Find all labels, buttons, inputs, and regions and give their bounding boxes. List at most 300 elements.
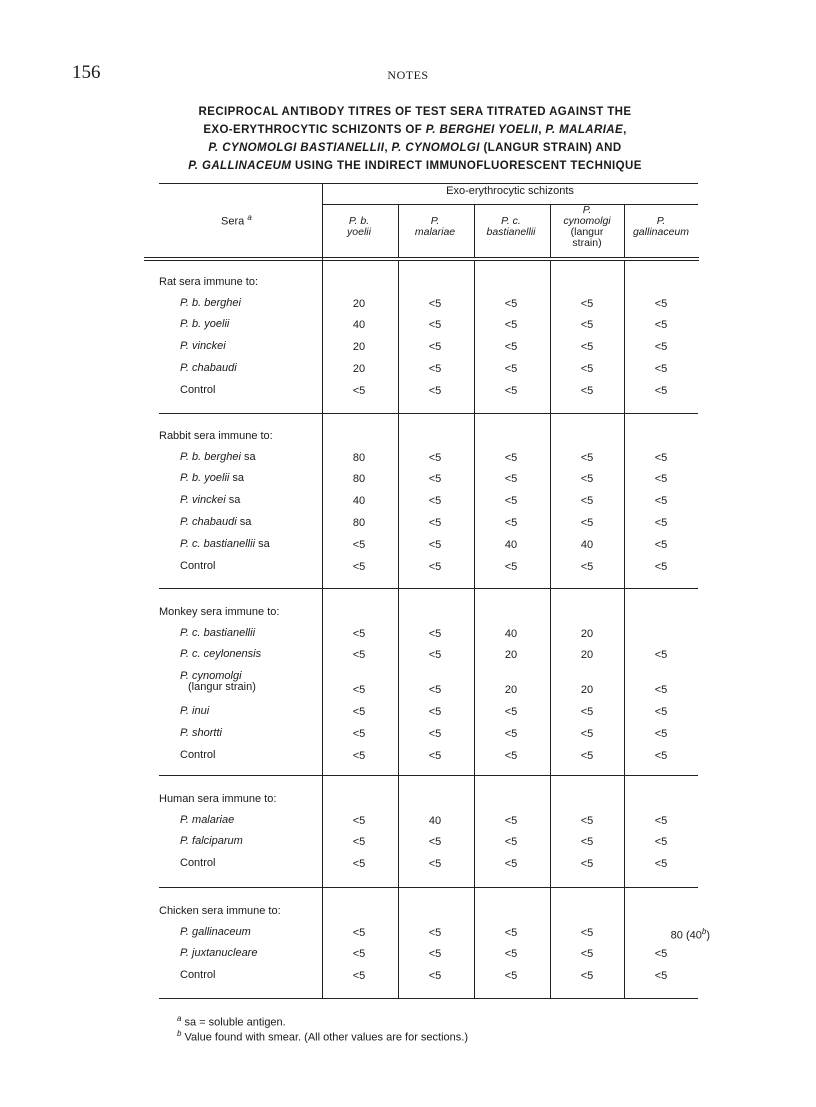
- cell-value: <5: [504, 362, 518, 375]
- table-cell: [474, 684, 548, 696]
- cell-value: <5: [654, 297, 668, 310]
- species-name: P. b. yoelii: [180, 318, 230, 331]
- cell-value: <5: [654, 814, 668, 827]
- cell-value: <5: [504, 297, 518, 310]
- column-header-line: P.: [430, 215, 440, 227]
- cell-value: <5: [504, 858, 518, 871]
- table-cell: [322, 539, 396, 551]
- cell-value: <5: [428, 451, 442, 464]
- cell-value: <5: [428, 362, 442, 375]
- table-cell: [322, 561, 396, 573]
- cell-value: <5: [580, 814, 594, 827]
- table-cell: [474, 319, 548, 331]
- table-cell: [398, 452, 472, 464]
- row-label: [180, 298, 241, 309]
- table-cell: [398, 684, 472, 696]
- cell-value: <5: [654, 970, 668, 983]
- cell-value: <5: [428, 341, 442, 354]
- table-cell: [398, 970, 472, 982]
- cell-value: 20: [504, 684, 518, 697]
- table-cell: [550, 628, 624, 640]
- table-cell: [474, 495, 548, 507]
- row-label: [180, 539, 270, 550]
- footnote-a: $^a$ sa = soluble antigen.: [177, 1014, 286, 1029]
- table-cell: [322, 473, 396, 485]
- table-cell: [398, 858, 472, 870]
- cell-value: 40: [352, 319, 366, 332]
- table-cell: [474, 363, 548, 375]
- cell-value: <5: [352, 749, 366, 762]
- row-label: [180, 649, 261, 660]
- table-cell: [550, 649, 624, 661]
- cell-value: <5: [428, 649, 442, 662]
- table-cell: [474, 473, 548, 485]
- cell-value: <5: [654, 362, 668, 375]
- cell-value: <5: [654, 516, 668, 529]
- table-cell: [474, 815, 548, 827]
- cell-value: <5: [580, 473, 594, 486]
- table-cell: [398, 815, 472, 827]
- row-label: [180, 970, 215, 981]
- table-cell: [474, 385, 548, 397]
- cell-value: <5: [580, 516, 594, 529]
- table-cell: [398, 341, 472, 353]
- species-name: P. chabaudi: [180, 515, 237, 528]
- cell-value: <5: [428, 319, 442, 332]
- column-divider: [624, 775, 625, 887]
- table-cell: [550, 363, 624, 375]
- column-header: [322, 216, 396, 238]
- cell-value: <5: [504, 560, 518, 573]
- column-header-line: P.: [582, 204, 592, 216]
- column-header: [474, 216, 548, 238]
- column-header-line: gallinaceum: [632, 226, 690, 238]
- cell-value: 80: [352, 451, 366, 464]
- table-cell: [550, 706, 624, 718]
- table-cell: [550, 495, 624, 507]
- table-cell: [398, 517, 472, 529]
- cell-value: <5: [580, 836, 594, 849]
- table-cell: [398, 495, 472, 507]
- table-cell: [474, 728, 548, 740]
- table-cell: [624, 495, 698, 507]
- cell-value: <5: [352, 926, 366, 939]
- cell-value: <5: [654, 384, 668, 397]
- column-header: [550, 205, 624, 249]
- table-cell: [398, 363, 472, 375]
- table-cell: [322, 319, 396, 331]
- column-divider: [398, 775, 399, 887]
- cell-value: <5: [428, 297, 442, 310]
- table-cell: [550, 948, 624, 960]
- table-cell: [550, 728, 624, 740]
- cell-value: <5: [428, 684, 442, 697]
- cell-value: <5: [504, 970, 518, 983]
- cell-value: <5: [352, 836, 366, 849]
- cell-value: 40: [504, 627, 518, 640]
- column-header-line: P. c.: [501, 215, 521, 227]
- table-cell: [398, 728, 472, 740]
- column-header-line: malariae: [414, 226, 456, 238]
- cell-value: <5: [504, 727, 518, 740]
- footnote-marker: b: [701, 926, 707, 936]
- table-cell: [630, 927, 710, 942]
- table-cell: [474, 836, 548, 848]
- group-title: Rat sera immune to:: [159, 276, 259, 288]
- species-name: P. c. ceylonensis: [180, 648, 262, 661]
- label-suffix: sa: [229, 472, 245, 485]
- table-cell: [398, 750, 472, 762]
- group-title: Human sera immune to:: [159, 793, 277, 805]
- header-bottom-rule: [144, 257, 699, 258]
- species-name-line2: (langur strain): [188, 681, 256, 694]
- table-cell: [550, 561, 624, 573]
- table-cell: [398, 298, 472, 310]
- table-cell: [322, 517, 396, 529]
- cell-value: 40: [352, 495, 366, 508]
- label-suffix: sa: [225, 494, 241, 507]
- table-cell: [398, 473, 472, 485]
- species-name: P. cynomolgi: [180, 670, 242, 683]
- cell-value: <5: [352, 814, 366, 827]
- table-cell: [322, 858, 396, 870]
- table-cell: [550, 970, 624, 982]
- table-cell: [624, 684, 698, 696]
- table-top-rule: [159, 183, 698, 184]
- cell-value: <5: [504, 473, 518, 486]
- table-cell: [624, 948, 698, 960]
- cell-value: 20: [352, 341, 366, 354]
- table-cell: [474, 298, 548, 310]
- column-divider: [398, 413, 399, 588]
- table-title: RECIPROCAL ANTIBODY TITRES OF TEST SERA TITRATED AGAINST THE EXO-ERYTHROCYTIC SCHIZONTS OF P. BERGHEI YOELII, P. MALARIAE, P. CYNOMOLGI BASTIANELLII, P. CYNOMOLGI (LANGUR STRAIN) AND P. GALLINACEUM USING THE INDIRECT IMMUNOFLUORESCENT TECHNIQUE: [188, 106, 642, 172]
- label-suffix: Control: [180, 748, 216, 761]
- row-label: [180, 452, 256, 463]
- species-name: P. chabaudi: [180, 361, 237, 374]
- table-cell: [550, 385, 624, 397]
- label-suffix: Control: [180, 383, 216, 396]
- column-divider: [474, 260, 475, 413]
- column-divider: [398, 588, 399, 775]
- table-cell: [624, 319, 698, 331]
- cell-value: <5: [504, 749, 518, 762]
- table-cell: [550, 341, 624, 353]
- cell-value: <5: [428, 473, 442, 486]
- cell-value: <5: [580, 749, 594, 762]
- cell-value: <5: [654, 684, 668, 697]
- cell-value: <5: [580, 560, 594, 573]
- column-header-line: P. b.: [348, 215, 370, 227]
- column-header-line: cynomolgi: [563, 215, 611, 227]
- column-divider: [398, 887, 399, 998]
- column-divider: [550, 204, 551, 257]
- table-cell: [398, 628, 472, 640]
- column-divider: [550, 887, 551, 998]
- running-head: NOTES: [387, 68, 429, 82]
- table-cell: [550, 927, 624, 939]
- species-name: P. b. berghei: [180, 450, 241, 463]
- table-cell: [550, 815, 624, 827]
- cell-value: <5: [580, 319, 594, 332]
- table-cell: [624, 341, 698, 353]
- label-suffix: Control: [180, 559, 216, 572]
- table-cell: [474, 948, 548, 960]
- table-cell: [322, 750, 396, 762]
- table-cell: [624, 298, 698, 310]
- cell-value: <5: [654, 649, 668, 662]
- cell-value: <5: [654, 705, 668, 718]
- row-label: [180, 341, 226, 352]
- table-cell: [474, 341, 548, 353]
- table-cell: [322, 649, 396, 661]
- row-label: [180, 948, 257, 959]
- column-divider: [474, 775, 475, 887]
- row-label: [180, 858, 215, 869]
- table-cell: [322, 815, 396, 827]
- column-divider: [550, 775, 551, 887]
- table-cell: [474, 539, 548, 551]
- cell-value: <5: [428, 926, 442, 939]
- table-cell: [550, 517, 624, 529]
- group-rule: [159, 413, 698, 414]
- cell-value: <5: [352, 970, 366, 983]
- cell-value: <5: [654, 473, 668, 486]
- group-title: Rabbit sera immune to:: [159, 430, 273, 442]
- species-name: P. c. bastianellii: [180, 537, 256, 550]
- table-cell: [550, 750, 624, 762]
- species-name: P. b. berghei: [180, 296, 241, 309]
- cell-value: <5: [504, 926, 518, 939]
- table-cell: [624, 649, 698, 661]
- cell-value: <5: [352, 858, 366, 871]
- cell-value: <5: [654, 451, 668, 464]
- sera-header: Sera $^a$: [221, 213, 252, 228]
- column-divider: [624, 260, 625, 413]
- row-label: [180, 836, 243, 847]
- table-cell: [322, 684, 396, 696]
- table-cell: [624, 728, 698, 740]
- column-divider: [624, 887, 625, 998]
- column-header-line: (langur: [570, 226, 604, 238]
- group-rule: [159, 588, 698, 589]
- table-cell: [550, 298, 624, 310]
- column-divider: [550, 588, 551, 775]
- cell-value: <5: [428, 749, 442, 762]
- species-name: P. malariae: [180, 813, 235, 826]
- cell-value: <5: [504, 495, 518, 508]
- table-cell: [474, 561, 548, 573]
- row-label: [180, 815, 234, 826]
- label-suffix: Control: [180, 969, 216, 982]
- row-label: [180, 728, 222, 739]
- table-cell: [398, 948, 472, 960]
- cell-value: 80 (40: [670, 929, 702, 942]
- cell-value: <5: [654, 836, 668, 849]
- column-divider: [624, 588, 625, 775]
- cell-value: 20: [352, 297, 366, 310]
- cell-value: <5: [504, 516, 518, 529]
- column-header: [398, 216, 472, 238]
- label-suffix: sa: [236, 515, 252, 528]
- cell-value: <5: [352, 384, 366, 397]
- row-label: [180, 628, 255, 639]
- table-cell: [398, 836, 472, 848]
- cell-value: <5: [580, 858, 594, 871]
- column-divider: [474, 204, 475, 257]
- cell-value: 20: [580, 627, 594, 640]
- table-cell: [550, 473, 624, 485]
- column-header-line: bastianellii: [486, 226, 536, 238]
- label-suffix: Control: [180, 857, 216, 870]
- column-divider: [398, 260, 399, 413]
- cell-value: <5: [428, 948, 442, 961]
- cell-value: <5: [504, 814, 518, 827]
- table-cell: [624, 706, 698, 718]
- column-divider: [624, 413, 625, 588]
- table-cell: [624, 858, 698, 870]
- cell-value: <5: [352, 727, 366, 740]
- cell-value: <5: [580, 948, 594, 961]
- cell-value: <5: [352, 684, 366, 697]
- cell-value: <5: [352, 705, 366, 718]
- group-rule: [159, 887, 698, 888]
- table-cell: [624, 815, 698, 827]
- cell-value: <5: [352, 649, 366, 662]
- table-cell: [474, 517, 548, 529]
- table-cell: [474, 970, 548, 982]
- cell-value: <5: [654, 319, 668, 332]
- cell-value: <5: [580, 384, 594, 397]
- table-cell: [550, 836, 624, 848]
- label-suffix: sa: [255, 537, 270, 550]
- cell-value: <5: [428, 627, 442, 640]
- cell-value: <5: [654, 495, 668, 508]
- cell-value: <5: [580, 362, 594, 375]
- label-suffix: sa: [240, 450, 256, 463]
- cell-value: <5: [352, 538, 366, 551]
- table-cell: [474, 858, 548, 870]
- table-cell: [624, 561, 698, 573]
- table-cell: [474, 927, 548, 939]
- cell-value: <5: [654, 749, 668, 762]
- table-cell: [322, 385, 396, 397]
- cell-value: <5: [428, 538, 442, 551]
- table-cell: [474, 706, 548, 718]
- table-cell: [398, 927, 472, 939]
- cell-value: <5: [428, 970, 442, 983]
- cell-value: <5: [428, 560, 442, 573]
- cell-value: <5: [352, 560, 366, 573]
- cell-value: 40: [580, 538, 594, 551]
- cell-value: <5: [654, 341, 668, 354]
- table-cell: [322, 495, 396, 507]
- species-name: P. b. yoelii: [180, 472, 230, 485]
- cell-value: <5: [428, 705, 442, 718]
- cell-value: <5: [580, 341, 594, 354]
- table-cell: [322, 970, 396, 982]
- cell-value: <5: [654, 948, 668, 961]
- column-divider: [474, 588, 475, 775]
- species-name: P. shortti: [180, 726, 222, 739]
- species-name: P. gallinaceum: [180, 925, 251, 938]
- species-name: P. inui: [180, 704, 210, 717]
- group-rule: [159, 998, 698, 999]
- table-cell: [474, 750, 548, 762]
- table-cell: [398, 649, 472, 661]
- span-header: Exo-erythrocytic schizonts: [446, 185, 574, 197]
- cell-value: <5: [580, 705, 594, 718]
- table-cell: [322, 298, 396, 310]
- cell-value: <5: [504, 948, 518, 961]
- header-bottom-rule-2: [144, 260, 699, 261]
- cell-value: <5: [654, 538, 668, 551]
- row-label: [180, 363, 237, 374]
- column-header-line: P.: [656, 215, 666, 227]
- group-rule: [159, 775, 698, 776]
- span-header-rule: [322, 204, 698, 205]
- column-divider: [550, 413, 551, 588]
- cell-value: <5: [580, 926, 594, 939]
- cell-value: <5: [504, 384, 518, 397]
- table-cell: [550, 319, 624, 331]
- table-cell: [474, 452, 548, 464]
- table-cell: [322, 706, 396, 718]
- cell-value: <5: [580, 970, 594, 983]
- cell-value: 20: [504, 649, 518, 662]
- column-divider: [474, 887, 475, 998]
- row-label: [180, 927, 251, 938]
- cell-value: <5: [352, 627, 366, 640]
- table-cell: [398, 539, 472, 551]
- table-cell: [474, 628, 548, 640]
- species-name: P. vinckei: [180, 494, 226, 507]
- cell-value: <5: [428, 727, 442, 740]
- table-cell: [624, 363, 698, 375]
- table-cell: [624, 517, 698, 529]
- table-cell: [322, 363, 396, 375]
- cell-value: <5: [580, 297, 594, 310]
- species-name: P. c. bastianellii: [180, 626, 256, 639]
- table-cell: [624, 970, 698, 982]
- column-divider: [474, 413, 475, 588]
- cell-value: 20: [580, 684, 594, 697]
- cell-value: <5: [504, 341, 518, 354]
- cell-value: <5: [580, 495, 594, 508]
- row-label: [180, 561, 215, 572]
- table-cell: [322, 927, 396, 939]
- table-cell: [474, 649, 548, 661]
- cell-value: 20: [352, 362, 366, 375]
- cell-value: <5: [352, 948, 366, 961]
- table-cell: [624, 473, 698, 485]
- cell-value: <5: [654, 858, 668, 871]
- table-cell: [624, 750, 698, 762]
- cell-value: <5: [428, 495, 442, 508]
- table-cell: [550, 684, 624, 696]
- cell-value: <5: [504, 705, 518, 718]
- cell-value: <5: [428, 858, 442, 871]
- table-cell: [624, 452, 698, 464]
- row-label: [180, 517, 251, 528]
- column-divider: [398, 204, 399, 257]
- row-label: [180, 671, 256, 693]
- column-header: [624, 216, 698, 238]
- table-cell: [550, 539, 624, 551]
- row-label: [180, 319, 229, 330]
- column-header-line: yoelii: [347, 226, 371, 238]
- cell-value: 40: [504, 538, 518, 551]
- table-cell: [322, 948, 396, 960]
